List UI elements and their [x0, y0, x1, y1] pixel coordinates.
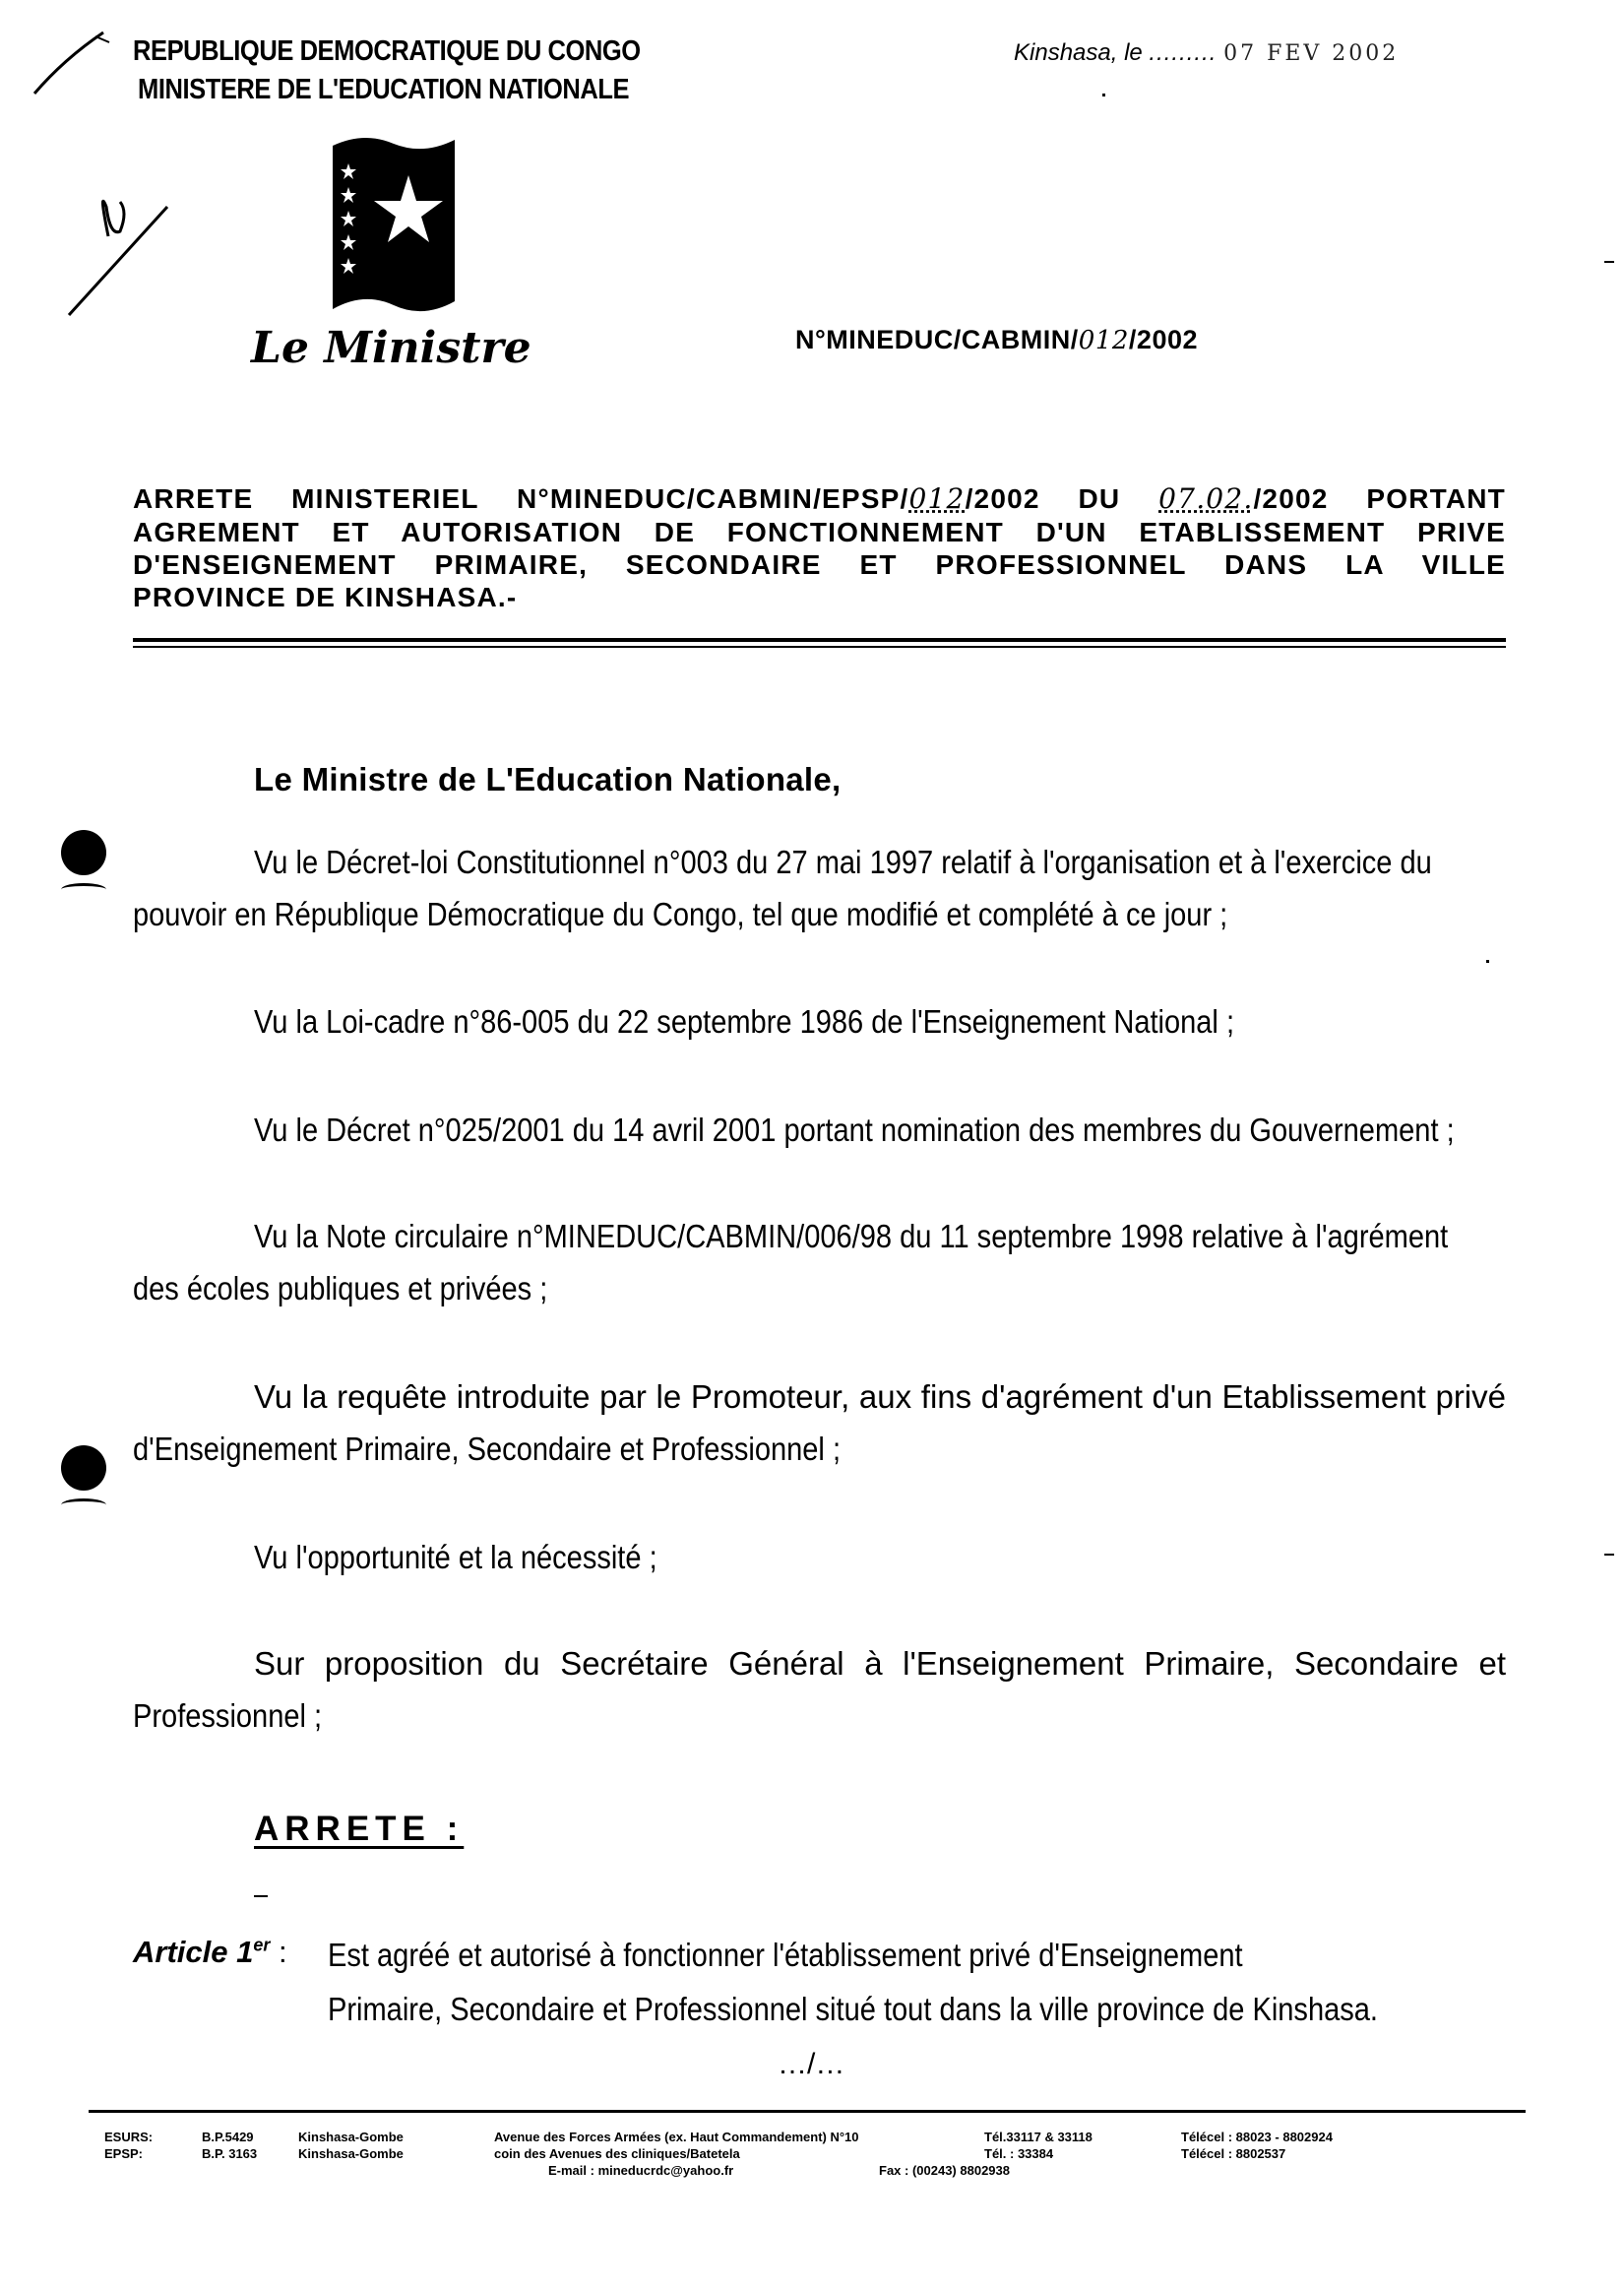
scan-speck — [1604, 261, 1614, 263]
flag-emblem-icon — [325, 126, 463, 323]
footer-r2-c5: Tél. : 33384 — [984, 2146, 1054, 2161]
punch-hole-top — [61, 830, 106, 875]
punch-hole-top-arc — [61, 883, 106, 896]
handwritten-date: 07 FEV 2002 — [1223, 41, 1400, 66]
decree-title-line-2: AGREMENT ET AUTORISATION DE FONCTIONNEMENT D'UN ETABLISSEMENT PRIVE — [133, 517, 1506, 547]
paragraph-1-line-1: Vu le Décret-loi Constitutionnel n°003 du 27 mai 1997 relatif à l'organisation et à l'exercice du — [254, 844, 1432, 880]
addressee: Le Ministre de L'Education Nationale, — [254, 761, 842, 797]
signature-title: Le Ministre — [251, 323, 531, 373]
footer-r2-c6: Télécel : 8802537 — [1181, 2146, 1286, 2161]
paragraph-4-line-1: Vu la Note circulaire n°MINEDUC/CABMIN/006/98 du 11 septembre 1998 relative à l'agrément — [254, 1218, 1449, 1254]
paragraph-1-line-2: pouvoir en République Démocratique du Congo, tel que modifié et complété à ce jour ; — [133, 896, 1228, 932]
footer-r1-c4: Avenue des Forces Armées (ex. Haut Commandement) N°10 — [494, 2130, 859, 2144]
paragraph-6: Vu l'opportunité et la nécessité ; — [254, 1539, 657, 1575]
decree-title-line-1: ARRETE MINISTERIEL N°MINEDUC/CABMIN/EPSP/012/2002 DU 07.02./2002 PORTANT — [133, 482, 1506, 515]
footer-email: E-mail : mineducrdc@yahoo.fr — [548, 2163, 734, 2178]
decree-title-line-3: D'ENSEIGNEMENT PRIMAIRE, SECONDAIRE ET PROFESSIONNEL DANS LA VILLE — [133, 549, 1506, 580]
decree-title — [133, 482, 1506, 613]
paragraph-5-line-1: Vu la requête introduite par le Promoteur, aux fins d'agrément d'un Etablissement privé — [254, 1378, 1506, 1415]
handwritten-mark-icon — [25, 25, 113, 98]
article-label: Article 1er : — [133, 1935, 287, 1969]
paragraph-7-line-2: Professionnel ; — [133, 1697, 323, 1734]
paragraph-7-line-1: Sur proposition du Secrétaire Général à l'Enseignement Primaire, Secondaire et — [254, 1645, 1506, 1682]
punch-hole-bottom — [61, 1445, 106, 1491]
reference-number: N°MINEDUC/CABMIN/012/2002 — [795, 325, 1198, 355]
footer-r1-c1: ESURS: — [104, 2130, 154, 2144]
arrete-heading: ARRETE : — [254, 1810, 465, 1848]
footer-rule — [89, 2110, 1526, 2113]
title-rule-thick — [133, 638, 1506, 642]
paragraph-4-line-2: des écoles publiques et privées ; — [133, 1270, 548, 1306]
scan-speck — [1486, 960, 1489, 963]
footer-r1-c2: B.P.5429 — [202, 2130, 254, 2144]
handwritten-initial-icon — [59, 177, 177, 325]
footer-r2-c3: Kinshasa-Gombe — [298, 2146, 404, 2161]
scan-speck — [1604, 1554, 1614, 1556]
footer-r2-c1: EPSP: — [104, 2146, 144, 2161]
scan-speck — [254, 1895, 268, 1897]
decree-title-line-4: PROVINCE DE KINSHASA.- — [133, 582, 518, 612]
article-line-1: Est agréé et autorisé à fonctionner l'établissement privé d'Enseignement — [328, 1937, 1243, 1973]
reference-handwritten: 012 — [1078, 326, 1129, 355]
article-line-2: Primaire, Secondaire et Professionnel situé tout dans la ville province de Kinshasa. — [328, 1991, 1378, 2027]
footer-r1-c3: Kinshasa-Gombe — [298, 2130, 404, 2144]
footer-r2-c4: coin des Avenues des cliniques/Batetela — [494, 2146, 740, 2161]
place-date: Kinshasa, le ......... 07 FEV 2002 — [1014, 39, 1400, 66]
footer-r1-c6: Télécel : 88023 - 8802924 — [1181, 2130, 1333, 2144]
footer-r1-c5: Tél.33117 & 33118 — [984, 2130, 1093, 2144]
footer-fax: Fax : (00243) 8802938 — [879, 2163, 1010, 2178]
scan-speck — [1102, 94, 1105, 96]
continuation-mark: …/… — [778, 2048, 845, 2080]
country-name: REPUBLIQUE DEMOCRATIQUE DU CONGO — [133, 35, 641, 67]
paragraph-2: Vu la Loi-cadre n°86-005 du 22 septembre 1986 de l'Enseignement National ; — [254, 1003, 1235, 1040]
paragraph-5-line-2: d'Enseignement Primaire, Secondaire et Professionnel ; — [133, 1431, 842, 1467]
paragraph-3: Vu le Décret n°025/2001 du 14 avril 2001 portant nomination des membres du Gouvernement ; — [254, 1112, 1455, 1148]
footer-r2-c2: B.P. 3163 — [202, 2146, 258, 2161]
title-rule-thin — [133, 646, 1506, 648]
ministry-name: MINISTERE DE L'EDUCATION NATIONALE — [138, 74, 630, 105]
punch-hole-bottom-arc — [61, 1498, 106, 1511]
